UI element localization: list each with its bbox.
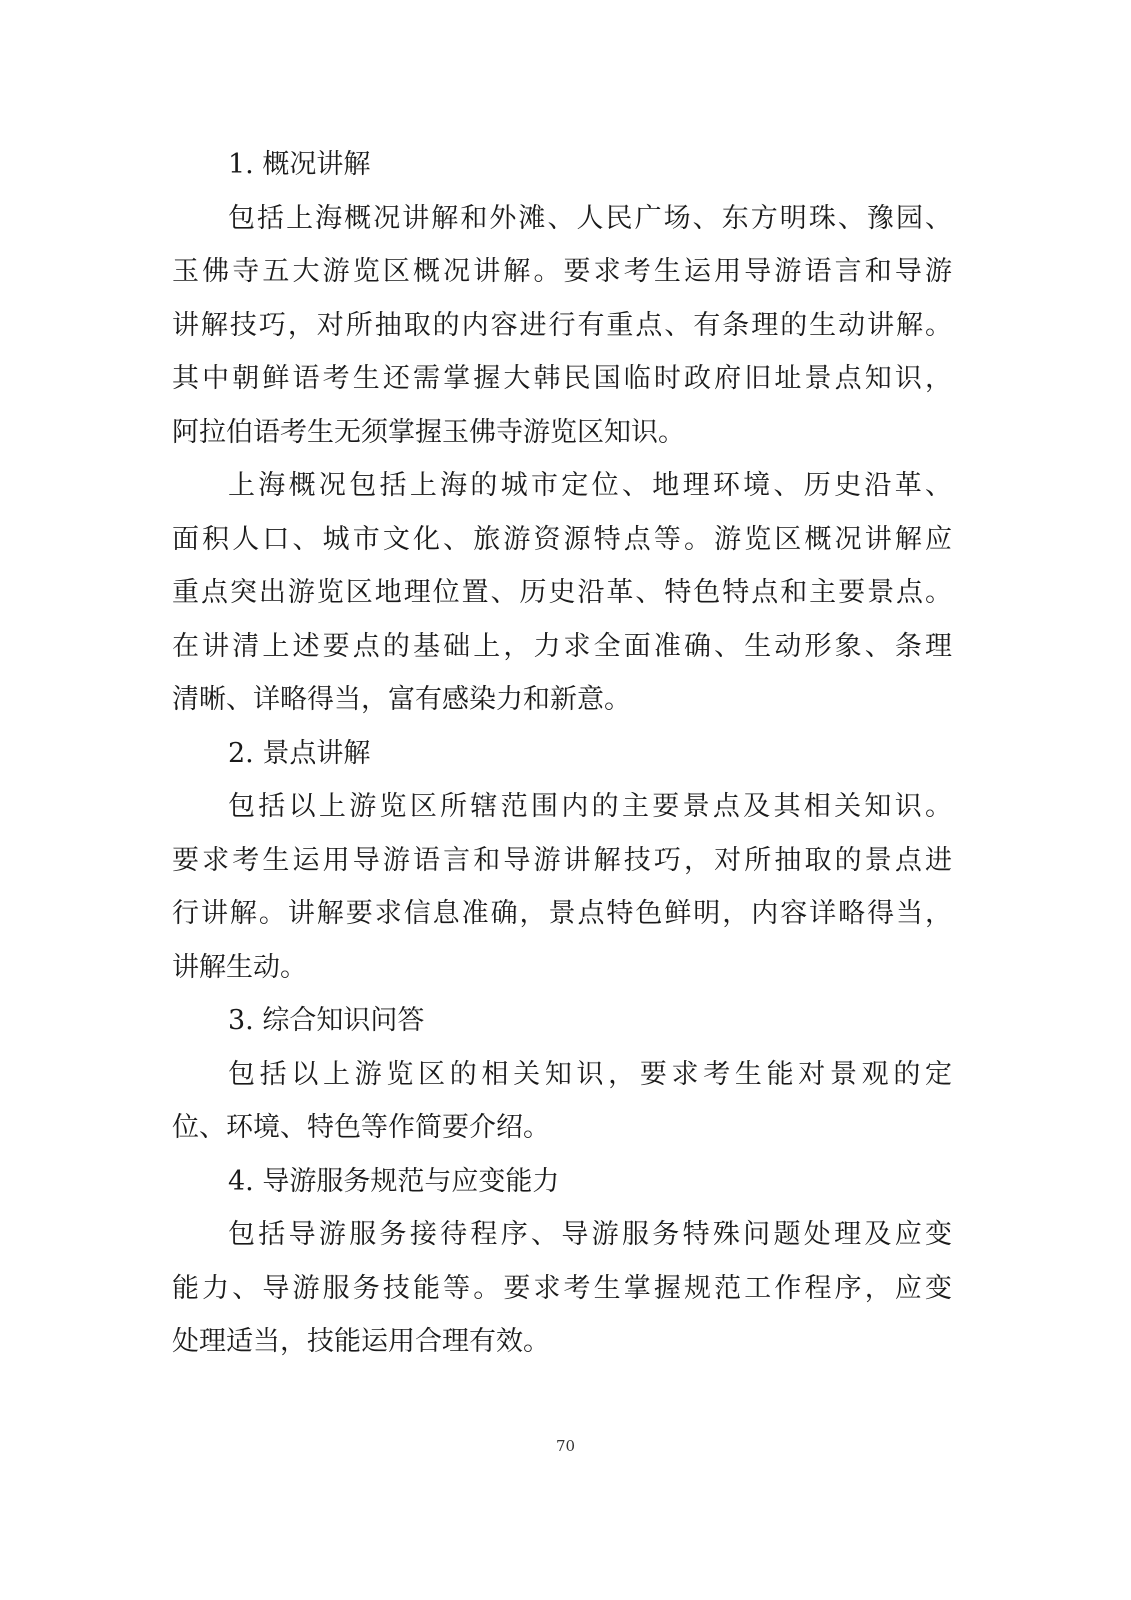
paragraph-line: 面积人口、城市文化、旅游资源特点等。游览区概况讲解应 xyxy=(172,523,952,555)
paragraph-line: 包括以上游览区的相关知识，要求考生能对景观的定 xyxy=(228,1058,952,1090)
paragraph-line: 清晰、详略得当，富有感染力和新意。 xyxy=(172,684,631,715)
paragraph-line: 上海概况包括上海的城市定位、地理环境、历史沿革、 xyxy=(228,470,952,501)
paragraph-line: 讲解生动。 xyxy=(172,951,307,983)
paragraph-line: 能力、导游服务技能等。要求考生掌握规范工作程序，应变 xyxy=(172,1272,952,1304)
section-heading: 4. 导游服务规范与应变能力 xyxy=(228,1165,560,1197)
paragraph-line: 阿拉伯语考生无须掌握玉佛寺游览区知识。 xyxy=(172,416,685,448)
paragraph-line: 包括以上游览区所辖范围内的主要景点及其相关知识。 xyxy=(228,791,952,822)
paragraph-line: 讲解技巧，对所抽取的内容进行有重点、有条理的生动讲解。 xyxy=(172,309,952,341)
paragraph-line: 包括导游服务接待程序、导游服务特殊问题处理及应变 xyxy=(228,1219,952,1250)
paragraph-line: 包括上海概况讲解和外滩、人民广场、东方明珠、豫园、 xyxy=(228,202,952,234)
paragraph-line: 其中朝鲜语考生还需掌握大韩民国临时政府旧址景点知识， xyxy=(172,363,952,394)
section-heading: 1. 概况讲解 xyxy=(228,149,371,180)
document-body xyxy=(172,138,952,1369)
paragraph-line: 要求考生运用导游语言和导游讲解技巧，对所抽取的景点进 xyxy=(172,844,952,876)
paragraph-line: 行讲解。讲解要求信息准确，景点特色鲜明，内容详略得当， xyxy=(172,898,952,929)
section-heading: 2. 景点讲解 xyxy=(228,737,371,769)
paragraph-line: 在讲清上述要点的基础上，力求全面准确、生动形象、条理 xyxy=(172,630,952,662)
paragraph-line: 玉佛寺五大游览区概况讲解。要求考生运用导游语言和导游 xyxy=(172,256,952,287)
section-heading: 3. 综合知识问答 xyxy=(228,1005,425,1036)
paragraph-line: 重点突出游览区地理位置、历史沿革、特色特点和主要景点。 xyxy=(172,577,952,608)
page-number: 70 xyxy=(555,1437,576,1455)
paragraph-line: 处理适当，技能运用合理有效。 xyxy=(172,1326,550,1357)
paragraph-line: 位、环境、特色等作简要介绍。 xyxy=(172,1112,550,1143)
